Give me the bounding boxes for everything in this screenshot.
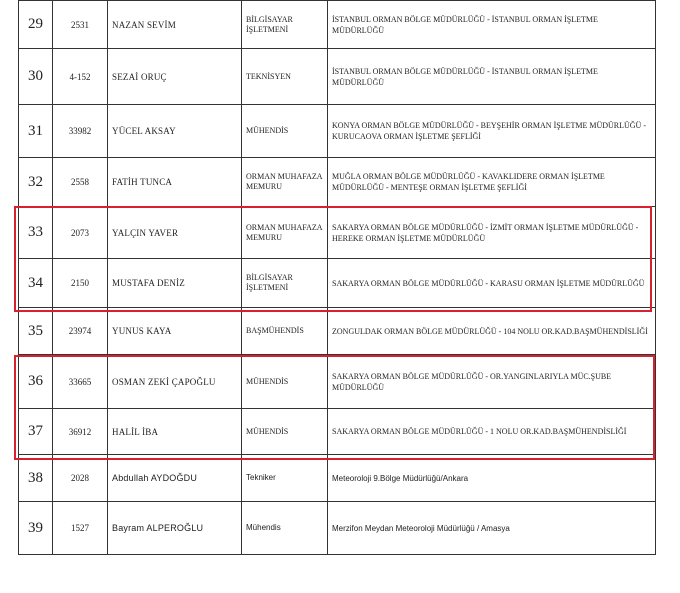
person-name: MUSTAFA DENİZ bbox=[108, 259, 242, 308]
registry-number: 33665 bbox=[53, 355, 108, 409]
table-row bbox=[19, 105, 656, 158]
table-row bbox=[19, 158, 656, 207]
row-number: 39 bbox=[19, 502, 53, 555]
job-title: MÜHENDİS bbox=[242, 355, 328, 409]
registry-number: 2558 bbox=[53, 158, 108, 207]
table-row bbox=[19, 355, 656, 409]
person-name: FATİH TUNCA bbox=[108, 158, 242, 207]
table-row bbox=[19, 1, 656, 49]
job-title: TEKNİSYEN bbox=[242, 49, 328, 105]
work-unit: SAKARYA ORMAN BÖLGE MÜDÜRLÜĞÜ - 1 NOLU OR.KAD.BAŞMÜHENDİSLİĞİ bbox=[328, 409, 656, 455]
registry-number: 33982 bbox=[53, 105, 108, 158]
work-unit: MUĞLA ORMAN BÖLGE MÜDÜRLÜĞÜ - KAVAKLIDERE ORMAN İŞLETME MÜDÜRLÜĞÜ - MENTEŞE ORMAN İŞLETME ŞEFLİĞİ bbox=[328, 158, 656, 207]
person-name: YÜCEL AKSAY bbox=[108, 105, 242, 158]
job-title: MÜHENDİS bbox=[242, 409, 328, 455]
work-unit: İSTANBUL ORMAN BÖLGE MÜDÜRLÜĞÜ - İSTANBUL ORMAN İŞLETME MÜDÜRLÜĞÜ bbox=[328, 49, 656, 105]
row-number: 30 bbox=[19, 49, 53, 105]
job-title: Mühendis bbox=[242, 502, 328, 555]
registry-number: 23974 bbox=[53, 308, 108, 355]
job-title: MÜHENDİS bbox=[242, 105, 328, 158]
row-number: 31 bbox=[19, 105, 53, 158]
person-name: Abdullah AYDOĞDU bbox=[108, 455, 242, 502]
job-title: BAŞMÜHENDİS bbox=[242, 308, 328, 355]
registry-number: 2150 bbox=[53, 259, 108, 308]
row-number: 32 bbox=[19, 158, 53, 207]
work-unit: SAKARYA ORMAN BÖLGE MÜDÜRLÜĞÜ - İZMİT ORMAN İŞLETME MÜDÜRLÜĞÜ - HEREKE ORMAN İŞLETME MÜDÜRLÜĞÜ bbox=[328, 207, 656, 259]
work-unit: SAKARYA ORMAN BÖLGE MÜDÜRLÜĞÜ - KARASU ORMAN İŞLETME MÜDÜRLÜĞÜ bbox=[328, 259, 656, 308]
table-row bbox=[19, 502, 656, 555]
person-name: YUNUS KAYA bbox=[108, 308, 242, 355]
table-row bbox=[19, 207, 656, 259]
person-name: SEZAİ ORUÇ bbox=[108, 49, 242, 105]
row-number: 37 bbox=[19, 409, 53, 455]
person-name: OSMAN ZEKİ ÇAPOĞLU bbox=[108, 355, 242, 409]
registry-number: 1527 bbox=[53, 502, 108, 555]
row-number: 33 bbox=[19, 207, 53, 259]
table-row bbox=[19, 49, 656, 105]
registry-number: 2073 bbox=[53, 207, 108, 259]
work-unit: SAKARYA ORMAN BÖLGE MÜDÜRLÜĞÜ - OR.YANGINLARIYLA MÜC.ŞUBE MÜDÜRLÜĞÜ bbox=[328, 355, 656, 409]
job-title: Tekniker bbox=[242, 455, 328, 502]
work-unit: ZONGULDAK ORMAN BÖLGE MÜDÜRLÜĞÜ - 104 NOLU OR.KAD.BAŞMÜHENDİSLİĞİ bbox=[328, 308, 656, 355]
table-row bbox=[19, 455, 656, 502]
registry-number: 36912 bbox=[53, 409, 108, 455]
person-name: HALİL İBA bbox=[108, 409, 242, 455]
row-number: 36 bbox=[19, 355, 53, 409]
table-row bbox=[19, 409, 656, 455]
registry-number: 4-152 bbox=[53, 49, 108, 105]
row-number: 29 bbox=[19, 1, 53, 49]
work-unit: Merzifon Meydan Meteoroloji Müdürlüğü / Amasya bbox=[328, 502, 656, 555]
row-number: 35 bbox=[19, 308, 53, 355]
job-title: BİLGİSAYAR İŞLETMENİ bbox=[242, 259, 328, 308]
table-row bbox=[19, 259, 656, 308]
job-title: ORMAN MUHAFAZA MEMURU bbox=[242, 158, 328, 207]
row-number: 38 bbox=[19, 455, 53, 502]
person-name: Bayram ALPEROĞLU bbox=[108, 502, 242, 555]
job-title: ORMAN MUHAFAZA MEMURU bbox=[242, 207, 328, 259]
job-title: BİLGİSAYAR İŞLETMENİ bbox=[242, 1, 328, 49]
personnel-table bbox=[18, 0, 656, 555]
person-name: YALÇIN YAVER bbox=[108, 207, 242, 259]
table-row bbox=[19, 308, 656, 355]
registry-number: 2531 bbox=[53, 1, 108, 49]
work-unit: Meteoroloji 9.Bölge Müdürlüğü/Ankara bbox=[328, 455, 656, 502]
registry-number: 2028 bbox=[53, 455, 108, 502]
work-unit: KONYA ORMAN BÖLGE MÜDÜRLÜĞÜ - BEYŞEHİR ORMAN İŞLETME MÜDÜRLÜĞÜ - KURUCAOVA ORMAN İŞLETME ŞEFLİĞİ bbox=[328, 105, 656, 158]
person-name: NAZAN SEVİM bbox=[108, 1, 242, 49]
work-unit: İSTANBUL ORMAN BÖLGE MÜDÜRLÜĞÜ - İSTANBUL ORMAN İŞLETME MÜDÜRLÜĞÜ bbox=[328, 1, 656, 49]
row-number: 34 bbox=[19, 259, 53, 308]
